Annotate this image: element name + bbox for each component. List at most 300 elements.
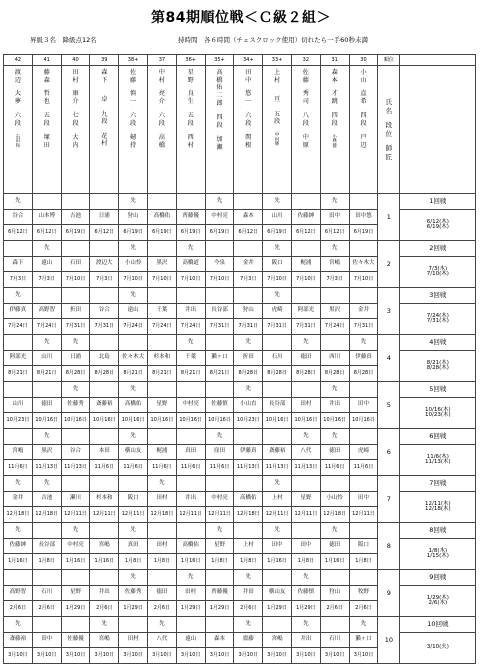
vertical-text xyxy=(332,112,338,127)
char: 二 xyxy=(216,92,223,100)
char: 村 xyxy=(187,142,194,150)
game-date: 8月28日 xyxy=(61,366,90,382)
char: 希 xyxy=(360,98,367,106)
game-date: 6月19日 xyxy=(205,225,234,241)
sente-mark xyxy=(90,194,119,210)
sente-mark xyxy=(147,382,176,398)
opponent-name: 瀬川 xyxy=(61,492,90,507)
opponent-name: 佐藤紳 xyxy=(4,539,33,554)
char: 花 xyxy=(101,132,108,140)
round-sente-row xyxy=(4,335,476,351)
game-date: 8月28日 xyxy=(263,366,292,382)
opponent-name: 小山怜 xyxy=(320,492,349,507)
game-date: 6月19日 xyxy=(147,225,176,241)
round-opponent-row xyxy=(4,257,476,272)
sente-mark xyxy=(119,617,148,633)
opponent-name: 小山怜 xyxy=(119,257,148,272)
sente-mark xyxy=(90,241,119,257)
opponent-name: 石川 xyxy=(32,586,61,601)
game-date: 6月12日 xyxy=(234,225,263,241)
sente-mark xyxy=(90,429,119,445)
sente-mark xyxy=(32,382,61,398)
sente-mark xyxy=(263,617,292,633)
sente-mark xyxy=(349,194,378,210)
sente-mark xyxy=(119,476,148,492)
rank-cell: 6 xyxy=(378,429,400,476)
sente-mark: 先 xyxy=(263,194,292,210)
sente-mark: 先 xyxy=(32,429,61,445)
game-date: 8月21日 xyxy=(119,366,148,382)
opponent-name: 星野 xyxy=(147,398,176,413)
game-date: 3月10日 xyxy=(61,648,90,664)
sente-mark: 先 xyxy=(119,288,148,304)
game-date: 12月18日 xyxy=(234,507,263,523)
char: 段 xyxy=(360,120,367,128)
sente-mark xyxy=(205,335,234,351)
game-date: 12月18日 xyxy=(320,507,349,523)
round-opponent-row xyxy=(4,492,476,507)
sente-mark xyxy=(176,194,205,210)
sente-mark xyxy=(32,288,61,304)
sente-mark xyxy=(263,335,292,351)
game-date: 8月21日 xyxy=(205,366,234,382)
sente-mark: 先 xyxy=(61,335,90,351)
char: 村 xyxy=(72,76,79,84)
sente-mark: 先 xyxy=(32,241,61,257)
sente-mark xyxy=(176,617,205,633)
vertical-text xyxy=(159,69,165,106)
game-date: 2月6日 xyxy=(234,601,263,617)
rank-cell: 7 xyxy=(378,476,400,523)
char: 加 xyxy=(216,136,223,144)
game-date: 12月18日 xyxy=(4,507,33,523)
sente-mark xyxy=(90,570,119,586)
sente-mark xyxy=(263,570,292,586)
opponent-name: 西川 xyxy=(320,351,349,366)
player-header xyxy=(263,66,292,194)
league-table xyxy=(3,54,476,664)
opponent-name: 伊藤真 xyxy=(349,351,378,366)
char: 田 xyxy=(72,69,79,76)
char: 氏 xyxy=(385,98,393,106)
player-header xyxy=(320,66,349,194)
opponent-name: 佐藤慎 xyxy=(291,586,320,601)
char: 山 xyxy=(360,76,367,84)
vertical-text xyxy=(245,69,251,106)
game-date: 7月3日 xyxy=(32,272,61,288)
game-date: 2月6日 xyxy=(4,601,33,617)
sente-mark xyxy=(320,476,349,492)
opponent-name: 佐藤秀 xyxy=(119,586,148,601)
sente-mark xyxy=(349,523,378,539)
opponent-name: 折田 xyxy=(61,304,90,319)
opponent-name: 田中 xyxy=(291,539,320,554)
game-date: 10月16日 xyxy=(32,413,61,429)
game-date: 6月19日 xyxy=(61,225,90,241)
vertical-text xyxy=(274,111,280,126)
sente-mark xyxy=(147,288,176,304)
char: 哲 xyxy=(43,90,50,98)
game-date: 7月3日 xyxy=(90,272,119,288)
char: 村 xyxy=(274,137,280,143)
opponent-name: 金井 xyxy=(4,492,33,507)
char: 星 xyxy=(187,69,194,76)
game-date: 12月11日 xyxy=(119,507,148,523)
game-date: 7月31日 xyxy=(61,319,90,335)
vertical-text xyxy=(216,136,222,151)
sente-mark xyxy=(32,523,61,539)
header-player-row xyxy=(4,66,476,194)
sente-mark xyxy=(32,570,61,586)
vertical-text xyxy=(303,134,309,149)
opponent-name: 高野智 xyxy=(32,304,61,319)
opponent-name: 阪口 xyxy=(263,257,292,272)
vertical-text xyxy=(386,82,393,162)
game-date: 1月8日 xyxy=(349,554,378,570)
opponent-name: 真田 xyxy=(119,539,148,554)
round-name: 7回戦 xyxy=(400,476,476,492)
char: 中 xyxy=(274,132,280,138)
game-date: 6月19日 xyxy=(263,225,292,241)
sente-mark xyxy=(234,523,263,539)
opponent-name: 石川 xyxy=(263,351,292,366)
round-date: 10/23(木) xyxy=(425,412,451,418)
sente-mark xyxy=(291,194,320,210)
opponent-name: 阿部光 xyxy=(4,351,33,366)
game-date: 12月11日 xyxy=(61,507,90,523)
round-opponent-row xyxy=(4,398,476,413)
char: 師 xyxy=(385,144,393,153)
char: 七 xyxy=(72,112,79,120)
round-dates xyxy=(400,492,476,523)
vertical-text xyxy=(72,69,78,106)
sente-mark xyxy=(291,476,320,492)
char: 田 xyxy=(245,69,252,76)
sente-mark: 先 xyxy=(291,429,320,445)
opponent-name: 杉本和 xyxy=(147,351,176,366)
opponent-name: 田中 xyxy=(320,210,349,225)
char: 西 xyxy=(187,134,194,142)
game-date: 1月16日 xyxy=(176,554,205,570)
opponent-name: 本田 xyxy=(90,445,119,460)
vertical-text xyxy=(333,136,337,150)
sente-mark: 先 xyxy=(61,523,90,539)
game-date: 3月10日 xyxy=(320,648,349,664)
opponent-name: 真田 xyxy=(176,445,205,460)
sente-mark xyxy=(90,476,119,492)
char: 段 xyxy=(187,120,194,128)
opponent-name: 山本博 xyxy=(32,210,61,225)
round-dates xyxy=(400,351,476,382)
sente-mark: 先 xyxy=(320,382,349,398)
sente-mark: 先 xyxy=(119,429,148,445)
char: 跳 xyxy=(331,98,338,106)
sente-mark xyxy=(32,617,61,633)
opponent-name: 徳田 xyxy=(32,398,61,413)
round-opponent-row xyxy=(4,210,476,225)
game-date: 10月16日 xyxy=(320,413,349,429)
opponent-name: 星野 xyxy=(205,539,234,554)
opponent-name: 北島 xyxy=(90,351,119,366)
char: 卓 xyxy=(101,96,108,104)
char: 段 xyxy=(43,120,50,128)
char: 小 xyxy=(332,134,337,140)
game-date: 7月10日 xyxy=(205,272,234,288)
sente-mark xyxy=(176,382,205,398)
player-number: 30 xyxy=(349,55,378,66)
game-date: 3月10日 xyxy=(119,648,148,664)
game-date: 10月16日 xyxy=(291,413,320,429)
round-name: 9回戦 xyxy=(400,570,476,586)
game-date: 6月19日 xyxy=(349,225,378,241)
sente-mark xyxy=(320,570,349,586)
round-dates xyxy=(400,445,476,476)
player-header xyxy=(61,66,90,194)
player-header xyxy=(349,66,378,194)
game-date: 7月31日 xyxy=(291,319,320,335)
round-name: 4回戦 xyxy=(400,335,476,351)
round-sente-row xyxy=(4,476,476,492)
game-date: 8月21日 xyxy=(147,366,176,382)
opponent-name: 遠山 xyxy=(176,633,205,648)
char: 辺 xyxy=(14,76,21,84)
game-date: 11月6日 xyxy=(90,460,119,476)
player-number: 32 xyxy=(291,55,320,66)
opponent-name: 高橋道 xyxy=(176,257,205,272)
sente-mark xyxy=(90,288,119,304)
char: 村 xyxy=(273,76,281,84)
opponent-name: 吉池 xyxy=(61,210,90,225)
game-date: 11月6日 xyxy=(147,460,176,476)
char: 六 xyxy=(158,112,165,120)
game-date: 1月29日 xyxy=(61,601,90,617)
char: 健 xyxy=(332,144,337,150)
opponent-name: 長谷部 xyxy=(32,539,61,554)
game-date: 8月28日 xyxy=(234,366,263,382)
sente-mark xyxy=(32,194,61,210)
sente-mark xyxy=(61,476,90,492)
sente-mark xyxy=(320,335,349,351)
sente-mark xyxy=(176,476,205,492)
sente-mark xyxy=(147,570,176,586)
round-date: 1/29(木) xyxy=(426,594,449,601)
round-dates xyxy=(400,398,476,429)
game-date: 7月10日 xyxy=(147,272,176,288)
opponent-name: 杉本和 xyxy=(90,492,119,507)
sente-mark xyxy=(205,476,234,492)
char: 野 xyxy=(187,76,194,84)
round-dates xyxy=(400,586,476,617)
opponent-name: 日浦 xyxy=(61,351,90,366)
char: 段 xyxy=(14,120,21,128)
game-date: 7月24日 xyxy=(119,319,148,335)
vertical-text xyxy=(159,112,165,127)
opponent-name: 佐藤慎 xyxy=(205,398,234,413)
opponent-name: 田中 xyxy=(263,539,292,554)
opponent-name: 斎藤裕 xyxy=(90,398,119,413)
char: 大 xyxy=(72,134,79,142)
game-date: 7月24日 xyxy=(320,319,349,335)
round-date: 10/16(木) xyxy=(425,406,451,413)
opponent-name: 斎藤裕 xyxy=(4,633,33,648)
opponent-name: 森下 xyxy=(4,257,33,272)
game-date: 8月21日 xyxy=(32,366,61,382)
char: 渡 xyxy=(14,69,21,76)
game-date: 10月16日 xyxy=(90,413,119,429)
game-date: 3月10日 xyxy=(147,648,176,664)
sente-mark xyxy=(176,523,205,539)
round-date: 12/11(木) xyxy=(425,500,451,507)
opponent-name: 虎崎 xyxy=(263,304,292,319)
opponent-name: 虎崎 xyxy=(349,445,378,460)
vertical-text xyxy=(303,112,309,127)
opponent-name: 田中悠 xyxy=(349,210,378,225)
char: 才 xyxy=(331,90,338,98)
sente-mark: 先 xyxy=(320,241,349,257)
player-header xyxy=(147,66,176,194)
char: 也 xyxy=(43,98,50,106)
sente-mark: 先 xyxy=(119,382,148,398)
player-number: 39 xyxy=(90,55,119,66)
sente-mark: 先 xyxy=(320,194,349,210)
opponent-name: 田中 xyxy=(349,398,378,413)
sente-mark xyxy=(349,476,378,492)
game-date: 3月10日 xyxy=(291,648,320,664)
char: 森 xyxy=(43,76,50,84)
opponent-name: 阿部光 xyxy=(291,304,320,319)
opponent-name: 徳田 xyxy=(291,351,320,366)
char: 四 xyxy=(331,112,338,120)
game-date: 1月29日 xyxy=(119,601,148,617)
round-sente-row xyxy=(4,241,476,257)
round-name: 8回戦 xyxy=(400,523,476,539)
char: 段 xyxy=(245,120,252,128)
opponent-name: 梶浦 xyxy=(291,257,320,272)
game-date: 2月6日 xyxy=(32,601,61,617)
vertical-text xyxy=(188,134,194,149)
opponent-name: 星野 xyxy=(291,492,320,507)
char: 中 xyxy=(245,76,252,84)
sente-mark: 先 xyxy=(119,194,148,210)
round-date: 1/15(木) xyxy=(426,553,449,559)
header-number-row xyxy=(4,55,476,66)
sente-mark xyxy=(176,429,205,445)
game-date: 1月8日 xyxy=(291,554,320,570)
char: 瀬 xyxy=(216,143,223,151)
sente-mark: 先 xyxy=(4,523,33,539)
sente-mark: 先 xyxy=(263,288,292,304)
round-date: 7/3(木) xyxy=(428,265,448,272)
round-date: 2/6(木) xyxy=(428,600,448,606)
char: 藤 xyxy=(129,76,137,84)
game-date: 10月16日 xyxy=(147,413,176,429)
round-date: 3/10(火) xyxy=(426,644,449,651)
game-date: 1月16日 xyxy=(61,554,90,570)
game-date: 2月6日 xyxy=(147,601,176,617)
game-date: 11月13日 xyxy=(32,460,61,476)
opponent-name: 長谷部 xyxy=(263,398,292,413)
player-header xyxy=(32,66,61,194)
game-date: 1月16日 xyxy=(320,554,349,570)
game-date: 12月11日 xyxy=(263,507,292,523)
game-date: 3月10日 xyxy=(32,648,61,664)
char: 内 xyxy=(72,142,79,150)
opponent-name: 中村亮 xyxy=(176,398,205,413)
opponent-name: 田中 xyxy=(32,633,61,648)
game-date: 1月16日 xyxy=(90,554,119,570)
opponent-name: 佐藤秀 xyxy=(61,398,90,413)
promotion-note: 昇級３名 降級点12名 xyxy=(30,36,97,44)
opponent-name: 田村 xyxy=(147,539,176,554)
opponent-name: 山川 xyxy=(32,351,61,366)
game-date: 7月24日 xyxy=(32,319,61,335)
round-opponent-row xyxy=(4,351,476,366)
opponent-name: 獺ヶ口 xyxy=(349,633,378,648)
opponent-name: 齊藤優 xyxy=(176,210,205,225)
char: 生 xyxy=(187,98,194,106)
sente-mark xyxy=(90,335,119,351)
vertical-text xyxy=(130,112,136,127)
game-date: 10月16日 xyxy=(119,413,148,429)
game-date: 8月28日 xyxy=(349,366,378,382)
opponent-name: 黒沢 xyxy=(32,445,61,460)
game-date: 12月11日 xyxy=(176,507,205,523)
sente-mark xyxy=(4,382,33,398)
sente-mark xyxy=(147,241,176,257)
player-header xyxy=(4,66,33,194)
game-date: 11月6日 xyxy=(4,460,33,476)
opponent-name: 上村 xyxy=(263,492,292,507)
sente-mark: 先 xyxy=(147,617,176,633)
game-date: 3月10日 xyxy=(349,648,378,664)
opponent-name: 狩山 xyxy=(234,304,263,319)
char: 秀 xyxy=(302,90,309,98)
game-date: 11月6日 xyxy=(349,460,378,476)
char: 九 xyxy=(101,110,108,118)
sente-mark xyxy=(234,288,263,304)
game-date: 12月11日 xyxy=(90,507,119,523)
sente-mark: 先 xyxy=(205,429,234,445)
char: 郎 xyxy=(216,99,223,107)
round-sente-row xyxy=(4,382,476,398)
sente-mark xyxy=(349,570,378,586)
sente-mark: 先 xyxy=(176,335,205,351)
opponent-name: 井出 xyxy=(291,633,320,648)
sente-mark xyxy=(61,429,90,445)
vertical-text xyxy=(332,69,338,106)
sente-mark xyxy=(176,288,205,304)
opponent-name: 高橋佑 xyxy=(176,539,205,554)
vertical-text xyxy=(360,112,366,127)
round-dates xyxy=(400,539,476,570)
char: 司 xyxy=(302,98,309,106)
char: 五 xyxy=(187,112,194,120)
opponent-name: 佐藤優 xyxy=(61,633,90,648)
char: 中 xyxy=(158,69,165,76)
char: 六 xyxy=(14,112,21,120)
vertical-text xyxy=(130,69,136,106)
game-date: 8月21日 xyxy=(4,366,33,382)
round-name: 2回戦 xyxy=(400,241,476,257)
opponent-name: 宮嶋 xyxy=(90,633,119,648)
char: 高 xyxy=(158,134,165,142)
sente-mark: 先 xyxy=(320,429,349,445)
game-date: 12月18日 xyxy=(147,507,176,523)
char: 段 xyxy=(385,121,393,130)
char: 森 xyxy=(101,69,108,76)
game-date: 11月6日 xyxy=(205,460,234,476)
char: 小 xyxy=(360,69,367,76)
